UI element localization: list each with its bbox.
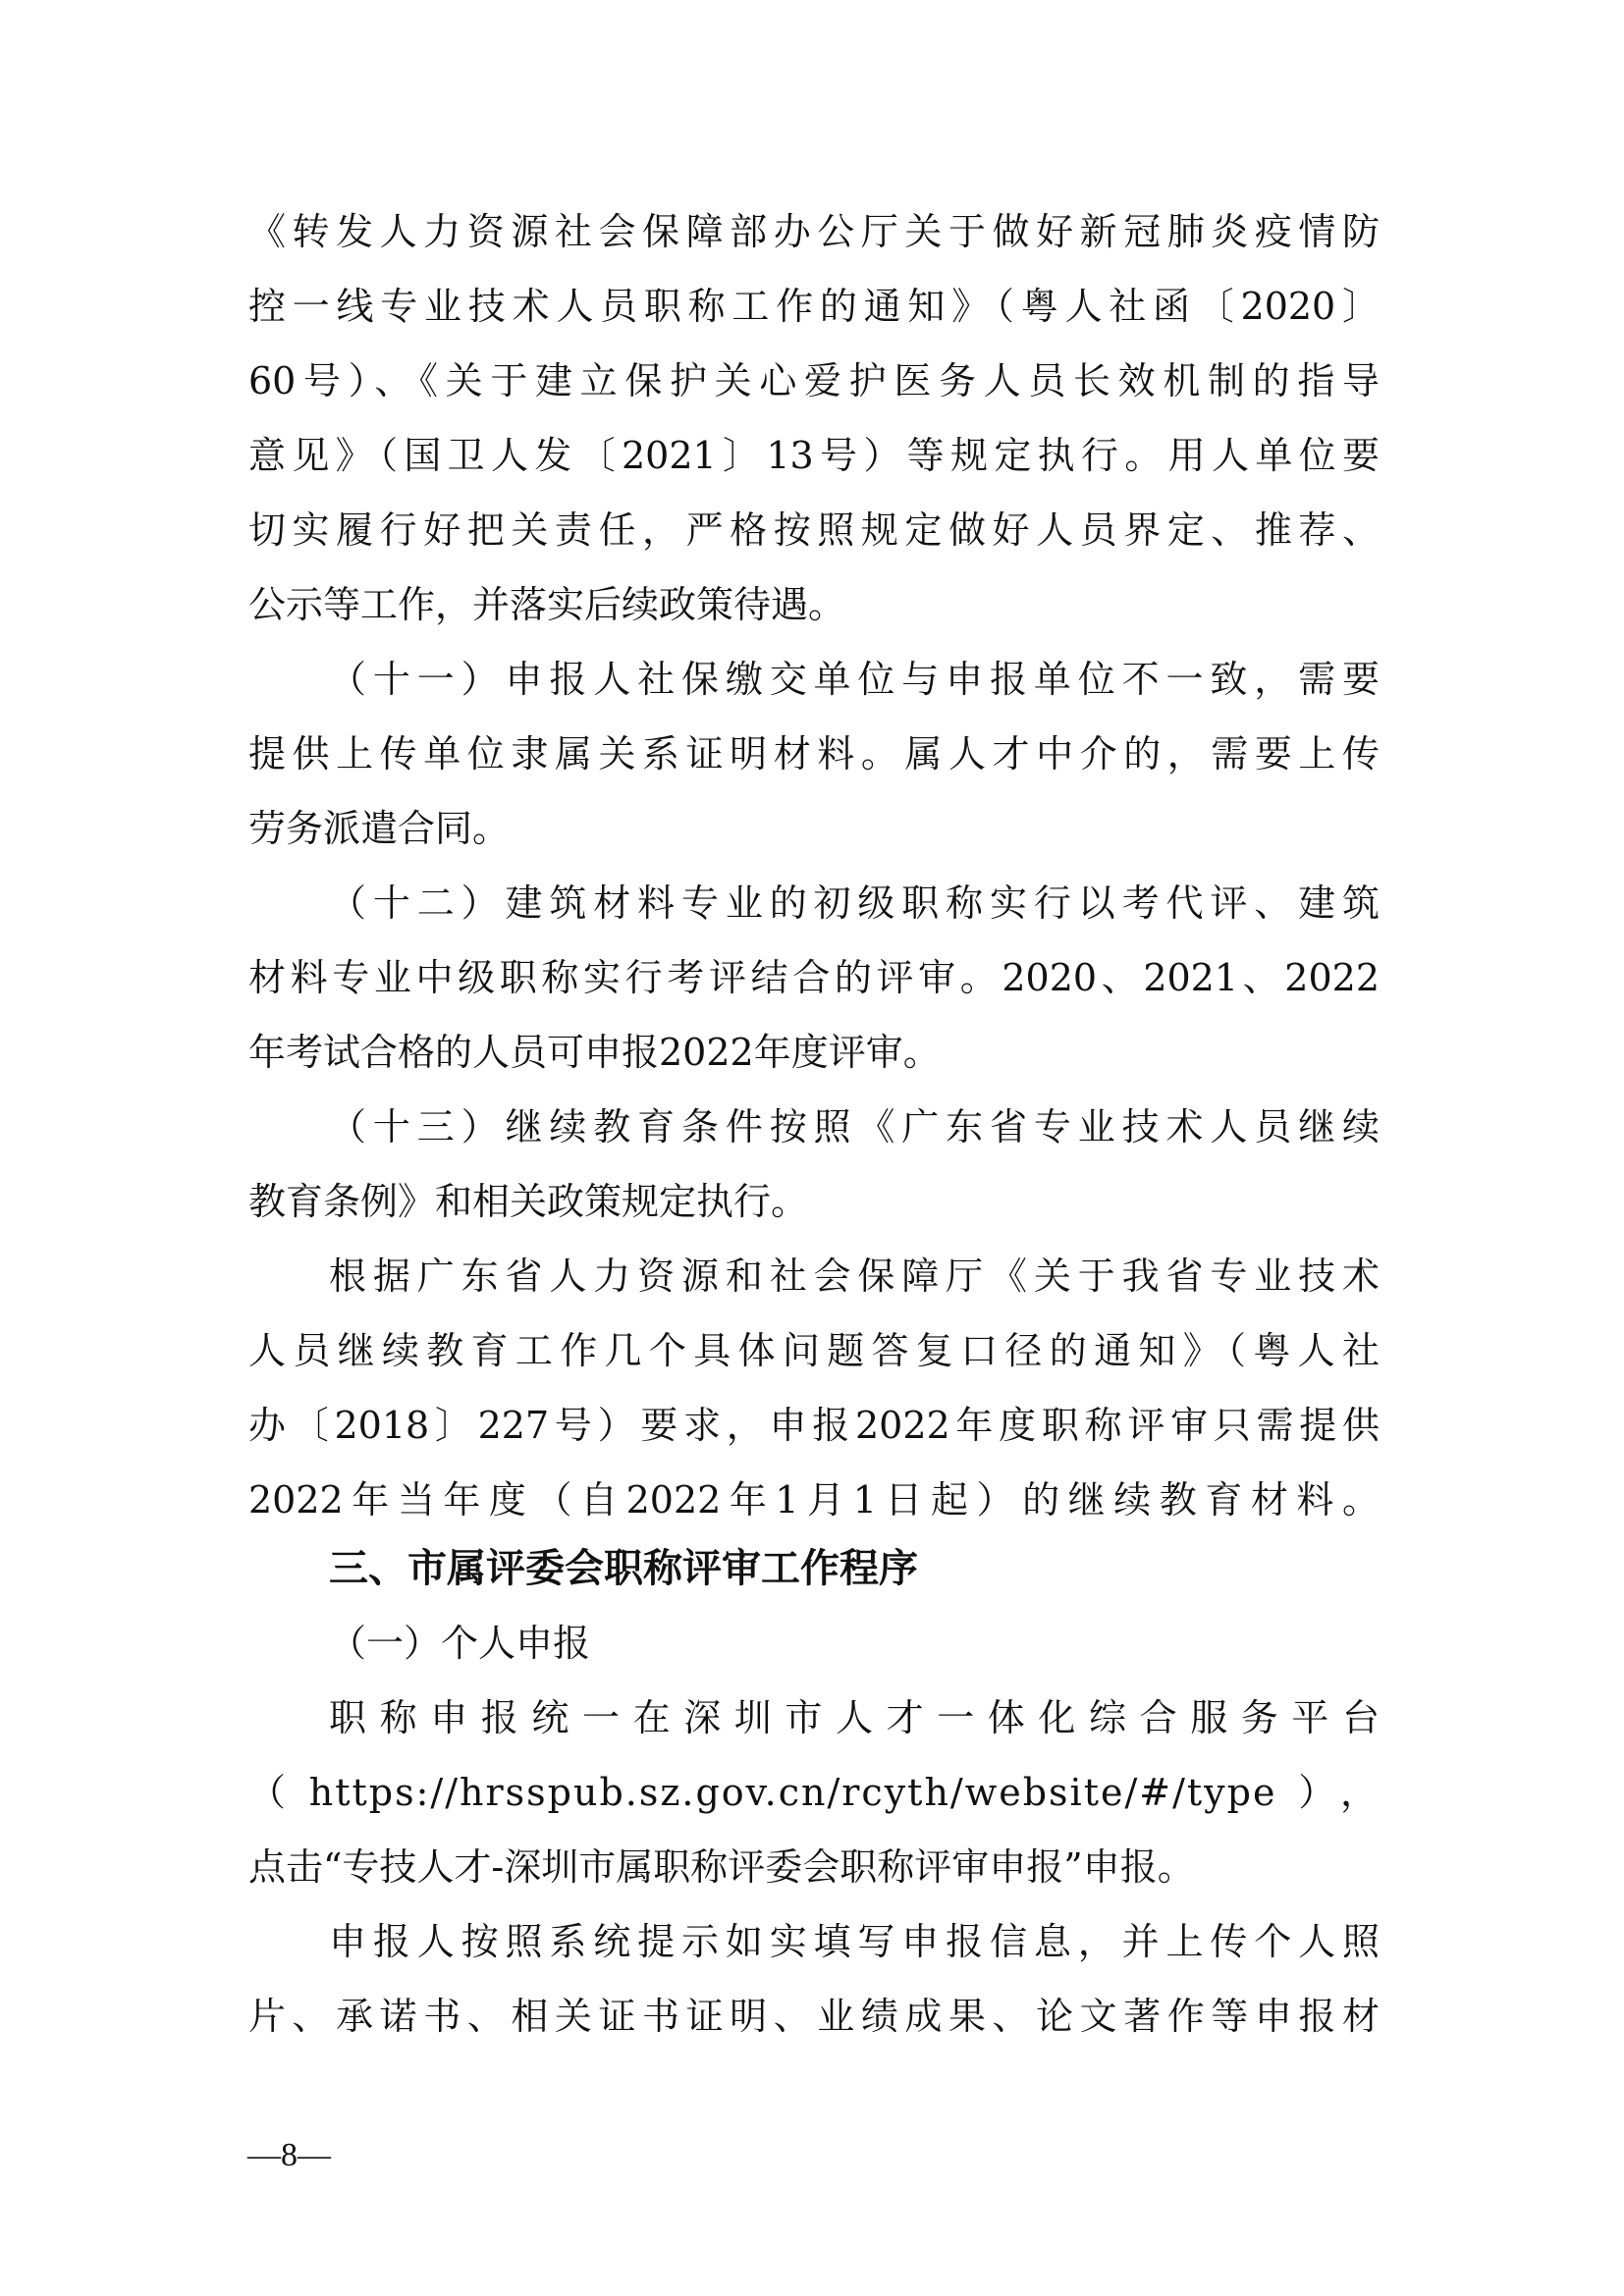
text-line: 控一线专业技术人员职称工作的通知》（粤人社函〔2020〕 bbox=[248, 285, 1380, 328]
text-line: 切实履行好把关责任，严格按照规定做好人员界定、推荐、 bbox=[248, 508, 1380, 552]
section-heading: 三、市属评委会职称评审工作程序 bbox=[329, 1546, 918, 1591]
text-line: 《转发人力资源社会保障部办公厅关于做好新冠肺炎疫情防 bbox=[248, 210, 1380, 253]
text-line: 教育条例》和相关政策规定执行。 bbox=[248, 1180, 809, 1223]
text-line: 提供上传单位隶属关系证明材料。属人才中介的，需要上传 bbox=[248, 732, 1380, 775]
text-line: 职称申报统一在深圳市人才一体化综合服务平台 bbox=[329, 1696, 1380, 1739]
url-line: （https://hrsspub.sz.gov.cn/rcyth/website/#/type）， bbox=[248, 1771, 1380, 1814]
text-line: 片、承诺书、相关证书证明、业绩成果、论文著作等申报材 bbox=[248, 1995, 1380, 2038]
text-line: 2022年当年度（自2022年1月1日起）的继续教育材料。 bbox=[248, 1478, 1380, 1522]
text-line: 申报人按照系统提示如实填写申报信息，并上传个人照 bbox=[329, 1920, 1380, 1963]
subsection-heading: （一）个人申报 bbox=[329, 1622, 591, 1665]
text-line: 公示等工作，并落实后续政策待遇。 bbox=[248, 583, 846, 626]
text-line: 60号）、《关于建立保护关心爱护医务人员长效机制的指导 bbox=[248, 359, 1380, 402]
text-line: 根据广东省人力资源和社会保障厅《关于我省专业技术 bbox=[329, 1255, 1380, 1298]
text-line: 点击“专技人才-深圳市属职称评委会职称评审申报”申报。 bbox=[248, 1845, 1195, 1889]
text-line: （十一）申报人社保缴交单位与申报单位不一致，需要 bbox=[329, 658, 1380, 701]
text-line: （十二）建筑材料专业的初级职称实行以考代评、建筑 bbox=[329, 881, 1380, 925]
text-line: 人员继续教育工作几个具体问题答复口径的通知》（粤人社 bbox=[248, 1329, 1380, 1372]
text-line: 意见》（国卫人发〔2021〕13号）等规定执行。用人单位要 bbox=[248, 434, 1380, 477]
text-line: 办〔2018〕227号）要求，申报2022年度职称评审只需提供 bbox=[248, 1404, 1380, 1447]
text-line: 年考试合格的人员可申报2022年度评审。 bbox=[248, 1031, 941, 1074]
page-number: —8— bbox=[247, 2137, 331, 2173]
text-line: 材料专业中级职称实行考评结合的评审。2020、2021、2022 bbox=[248, 956, 1380, 999]
text-line: 劳务派遣合同。 bbox=[248, 807, 511, 850]
text-line: （十三）继续教育条件按照《广东省专业技术人员继续 bbox=[329, 1105, 1380, 1148]
